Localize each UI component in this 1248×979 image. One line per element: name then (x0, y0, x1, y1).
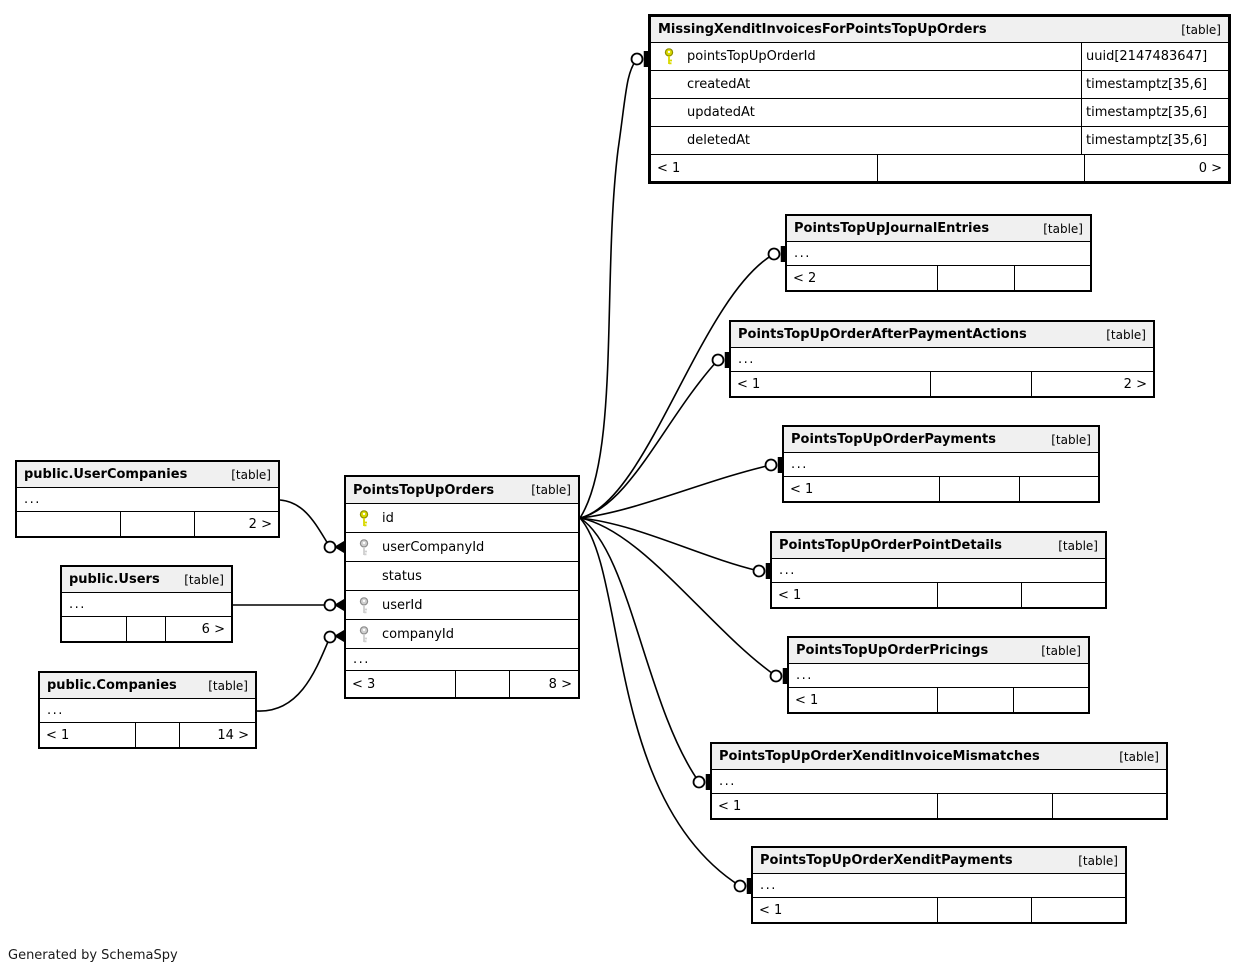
foreign-key-icon (346, 597, 382, 614)
table-name[interactable]: PointsTopUpOrderAfterPaymentActions (738, 327, 1027, 342)
columns-ellipsis: ... (731, 348, 1153, 372)
table-header (731, 322, 1153, 348)
footer-mid (937, 266, 1014, 290)
fk-arrowheads (334, 541, 344, 642)
footer-mid (937, 688, 1013, 712)
column-type: timestamptz[35,6] (1081, 99, 1228, 126)
column-name: updatedAt (687, 105, 755, 120)
footer-parents-count: < 3 (352, 676, 376, 692)
table-name[interactable]: PointsTopUpOrders (353, 482, 495, 498)
table-tag: [table] (1041, 643, 1081, 658)
footer-mid (120, 512, 194, 536)
table-points-top-up-order-payments (782, 425, 1100, 503)
column-row-deletedAt (651, 127, 1228, 155)
footer-mid (937, 898, 1031, 922)
footer-parents-count: < 1 (790, 481, 814, 497)
footer-children-count: 2 > (194, 512, 278, 536)
table-header (40, 673, 255, 699)
table-name[interactable]: PointsTopUpOrderPricings (796, 643, 989, 658)
rel-orders-after-payment (580, 360, 718, 518)
column-name: pointsTopUpOrderId (687, 49, 816, 64)
foreign-key-icon (346, 539, 382, 556)
table-name[interactable]: PointsTopUpOrderPayments (791, 432, 996, 447)
column-name: userId (382, 597, 423, 613)
columns-ellipsis: ... (62, 593, 231, 617)
rel-usercompanies-orders (280, 500, 330, 547)
columns-ellipsis: ... (784, 453, 1098, 477)
columns-ellipsis: ... (753, 874, 1125, 898)
table-points-top-up-order-point-details (770, 531, 1107, 609)
footer-mid (126, 617, 165, 641)
table-tag: [table] (1078, 853, 1118, 868)
foreign-key-icon (346, 626, 382, 643)
table-points-top-up-order-pricings (787, 636, 1090, 714)
table-tag: [table] (1043, 221, 1083, 236)
column-name: status (382, 568, 422, 584)
footer-parents-count: < 1 (795, 692, 819, 708)
footer-mid (939, 477, 1018, 501)
column-row-companyId (346, 620, 578, 649)
table-tag: [table] (1058, 538, 1098, 553)
table-footer (731, 372, 1153, 396)
rel-orders-point-details (580, 518, 759, 571)
columns-ellipsis: ... (787, 242, 1090, 266)
footer-mid (937, 794, 1052, 818)
table-name[interactable]: PointsTopUpOrderPointDetails (779, 538, 1002, 553)
footer-children-count (1013, 688, 1088, 712)
column-type: uuid[2147483647] (1081, 43, 1228, 70)
table-footer (753, 898, 1125, 922)
rel-orders-mismatches (580, 518, 699, 782)
footer-children-count: 0 > (1084, 155, 1228, 181)
table-footer (784, 477, 1098, 501)
table-header (753, 848, 1125, 874)
column-name: userCompanyId (382, 539, 485, 555)
table-public-user-companies (15, 460, 280, 538)
table-header (787, 216, 1090, 242)
footer-parents-count: < 1 (759, 902, 783, 918)
table-tag: [table] (1106, 327, 1146, 342)
footer-children-count: 8 > (509, 671, 578, 697)
footer-parents-count: < 2 (793, 270, 817, 286)
table-tag: [table] (1119, 749, 1159, 764)
footer-children-count (1052, 794, 1166, 818)
table-tag: [table] (1051, 432, 1091, 447)
footer-parents-count: < 1 (718, 798, 742, 814)
footer-mid (930, 372, 1031, 396)
rel-orders-pricings (580, 518, 776, 676)
table-points-top-up-journal-entries (785, 214, 1092, 292)
columns-ellipsis: ... (17, 488, 278, 512)
table-footer (651, 155, 1228, 181)
primary-key-icon (651, 48, 687, 65)
footer-children-count: 6 > (165, 617, 231, 641)
footer-parents-count: < 1 (657, 160, 681, 176)
table-footer (789, 688, 1088, 712)
table-name[interactable]: public.UserCompanies (24, 467, 188, 482)
footer-mid (135, 723, 179, 747)
column-row-createdAt (651, 71, 1228, 99)
table-points-top-up-order-xendit-payments (751, 846, 1127, 924)
table-header (346, 477, 578, 504)
table-header (17, 462, 278, 488)
table-header (62, 567, 231, 593)
rel-orders-missing (580, 59, 637, 518)
column-row-pointsTopUpOrderId (651, 43, 1228, 71)
table-missing-xendit-invoices-for-points-top-up-orders (648, 14, 1231, 184)
columns-ellipsis: ... (346, 649, 578, 671)
rel-orders-payments (580, 465, 771, 518)
table-points-top-up-order-xendit-invoice-mismatches (710, 742, 1168, 820)
table-name[interactable]: public.Companies (47, 678, 177, 693)
column-row-userId (346, 591, 578, 620)
footer-parents-count: < 1 (737, 376, 761, 392)
table-footer (787, 266, 1090, 290)
table-footer (346, 671, 578, 697)
footer-mid (937, 583, 1021, 607)
table-points-top-up-order-after-payment-actions (729, 320, 1155, 398)
columns-ellipsis: ... (772, 559, 1105, 583)
primary-key-icon (346, 510, 382, 527)
footer-parents-count (62, 617, 126, 641)
footer-children-count (1021, 583, 1105, 607)
table-name[interactable]: PointsTopUpOrderXenditPayments (760, 853, 1013, 868)
footer-children-count (1014, 266, 1090, 290)
footer-children-count (1019, 477, 1098, 501)
table-tag: [table] (1181, 22, 1221, 37)
footer-parents-count: < 1 (778, 587, 802, 603)
footer-mid (877, 155, 1085, 181)
columns-ellipsis: ... (40, 699, 255, 723)
table-header (772, 533, 1105, 559)
footer-parents-count: < 1 (46, 727, 70, 743)
table-name[interactable]: PointsTopUpOrderXenditInvoiceMismatches (719, 749, 1040, 764)
table-footer (712, 794, 1166, 818)
column-row-updatedAt (651, 99, 1228, 127)
table-header (784, 427, 1098, 453)
table-points-top-up-orders (344, 475, 580, 699)
table-public-users (60, 565, 233, 643)
table-header (712, 744, 1166, 770)
columns-ellipsis: ... (712, 770, 1166, 794)
column-type: timestamptz[35,6] (1081, 127, 1228, 154)
table-footer (17, 512, 278, 536)
table-footer (40, 723, 255, 747)
table-footer (772, 583, 1105, 607)
columns-ellipsis: ... (789, 664, 1088, 688)
table-header (789, 638, 1088, 664)
column-row-userCompanyId (346, 533, 578, 562)
rel-companies-orders (257, 637, 330, 711)
table-header (651, 17, 1228, 43)
footer-children-count: 2 > (1031, 372, 1153, 396)
column-name: id (382, 510, 394, 526)
table-name[interactable]: MissingXenditInvoicesForPointsTopUpOrders (658, 22, 987, 37)
table-tag: [table] (208, 678, 248, 693)
table-footer (62, 617, 231, 641)
footer-mid (455, 671, 509, 697)
column-name: companyId (382, 626, 455, 642)
column-row-id (346, 504, 578, 533)
column-row-status (346, 562, 578, 591)
table-tag: [table] (184, 572, 224, 587)
generator-note: Generated by SchemaSpy (8, 948, 178, 963)
table-tag: [table] (231, 467, 271, 482)
column-name: deletedAt (687, 133, 750, 148)
column-name: createdAt (687, 77, 751, 92)
footer-children-count (1031, 898, 1125, 922)
footer-parents-count (17, 512, 120, 536)
footer-children-count: 14 > (179, 723, 255, 747)
table-public-companies (38, 671, 257, 749)
table-name[interactable]: public.Users (69, 572, 160, 587)
column-type: timestamptz[35,6] (1081, 71, 1228, 98)
table-name[interactable]: PointsTopUpJournalEntries (794, 221, 990, 236)
table-tag: [table] (531, 483, 571, 497)
